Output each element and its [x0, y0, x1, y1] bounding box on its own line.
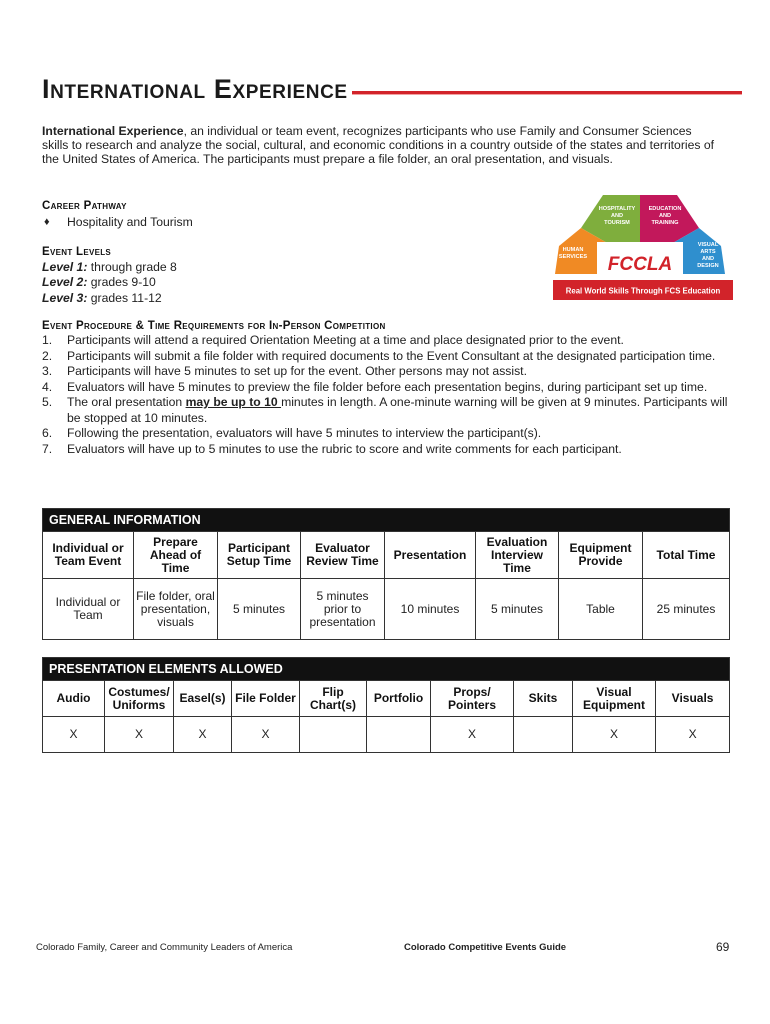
step-text: Evaluators will have 5 minutes to preview the file folder before each presentation begins, during participant set up time. [67, 379, 708, 394]
logo-label-services: SERVICES [558, 254, 588, 260]
procedure-step [42, 364, 732, 380]
level-label: Level 1: [42, 260, 88, 274]
column-header: Evaluator Review Time [301, 532, 385, 579]
procedure-heading: Event Procedure & Time Requirements for In-Person Competition [42, 320, 386, 332]
presentation-elements-table [42, 657, 730, 753]
logo-wordmark: FCCLA [607, 254, 673, 275]
career-pathway-heading: Career Pathway [42, 200, 127, 212]
event-level-3 [42, 291, 162, 305]
step-text: minutes in length. A one-minute warning will be given at 9 minutes. Participants will be stopped at 10 minutes. [67, 395, 728, 425]
table-cell: File folder, oral presentation, visuals [134, 579, 218, 640]
table-cell [514, 717, 573, 753]
table-cell [300, 717, 367, 753]
column-header: Presentation [385, 532, 476, 579]
table-cell: X [431, 717, 514, 753]
column-header: Total Time [643, 532, 730, 579]
footer-guide-title: Colorado Competitive Events Guide [404, 942, 567, 953]
table-cell: X [105, 717, 174, 753]
fccla-logo [545, 190, 735, 302]
step-text-emphasis: may be up to 10 [185, 395, 282, 409]
table-cell: 5 minutes [476, 579, 559, 640]
step-text: Participants will have 5 minutes to set up for the event. Other persons may not assist. [67, 364, 527, 378]
logo-label-education: EDUCATION [648, 206, 682, 212]
table-cell: 5 minutes [218, 579, 301, 640]
general-information-table [42, 508, 730, 640]
footer-organization: Colorado Family, Career and Community Leaders of America [36, 942, 293, 953]
level-text: grades 9-10 [87, 275, 156, 289]
intro-text: , an individual or team event, recognizes participants who use Family and Consumer Sciences skills to research and analyze the social, cultural, and economic conditions in a country outside of the states and territories of the United States of America. The participants must prepare a file folder, an oral presentation, and visuals. [42, 124, 715, 166]
logo-label-design: DESIGN [697, 263, 719, 269]
step-number: 4. [42, 379, 53, 394]
column-header: Audio [43, 681, 105, 717]
step-text: Evaluators will have up to 5 minutes to use the rubric to score and write comments for each participant. [67, 441, 622, 456]
procedure-step [42, 380, 732, 396]
table-cell: 5 minutes prior to presentation [301, 579, 385, 640]
level-text: through grade 8 [87, 260, 177, 274]
intro-paragraph [42, 124, 718, 166]
page-number: 69 [716, 940, 730, 954]
table-cell: X [573, 717, 656, 753]
column-header: Portfolio [367, 681, 431, 717]
table-row [43, 579, 730, 640]
step-number: 7. [42, 441, 53, 456]
career-pathway-item: Hospitality and Tourism [67, 215, 193, 229]
column-header: Skits [514, 681, 573, 717]
logo-label-human: HUMAN [562, 247, 584, 253]
bullet-icon: ♦ [44, 216, 50, 228]
column-header: Costumes/ Uniforms [105, 681, 174, 717]
step-number: 5. [42, 395, 53, 409]
procedure-step [42, 395, 732, 426]
step-text: Participants will attend a required Orientation Meeting at a time and place designated prior to the event. [67, 333, 624, 347]
column-header: Prepare Ahead of Time [134, 532, 218, 579]
table-cell: X [43, 717, 105, 753]
table-cell: X [656, 717, 730, 753]
column-header: Evaluation Interview Time [476, 532, 559, 579]
step-number: 3. [42, 364, 53, 378]
procedure-step [42, 426, 732, 442]
level-label: Level 2: [42, 275, 88, 289]
step-number: 6. [42, 426, 53, 440]
level-text: grades 11-12 [87, 291, 162, 305]
general-information-heading: GENERAL INFORMATION [43, 509, 730, 532]
step-number: 2. [42, 348, 53, 363]
logo-label-and-3: AND [701, 256, 715, 262]
table-cell: 10 minutes [385, 579, 476, 640]
procedure-step [42, 442, 732, 458]
logo-label-hospitality: HOSPITALITY [598, 206, 636, 212]
logo-tagline: Real World Skills Through FCS Education [565, 286, 721, 296]
title-rule [352, 91, 742, 95]
column-header: Easel(s) [174, 681, 232, 717]
column-header: Visuals [656, 681, 730, 717]
title-row [42, 72, 742, 106]
table-cell [367, 717, 431, 753]
table-row [43, 717, 730, 753]
table-cell: Individual or Team [43, 579, 134, 640]
column-header: Visual Equipment [573, 681, 656, 717]
logo-label-training: TRAINING [651, 220, 679, 226]
step-text: Following the presentation, evaluators will have 5 minutes to interview the participant(s). [67, 426, 542, 440]
logo-label-and-2: AND [658, 213, 672, 219]
level-label: Level 3: [42, 291, 88, 305]
logo-label-tourism: TOURISM [604, 220, 630, 226]
presentation-elements-heading: PRESENTATION ELEMENTS ALLOWED [43, 658, 730, 681]
procedure-list [42, 333, 732, 457]
column-header: Equipment Provide [559, 532, 643, 579]
event-level-2 [42, 275, 156, 289]
step-text-pre: The oral presentation [67, 395, 186, 409]
procedure-step [42, 333, 732, 349]
step-number: 1. [42, 333, 53, 347]
column-header: Individual or Team Event [43, 532, 134, 579]
logo-label-and-1: AND [610, 213, 624, 219]
event-level-1 [42, 260, 177, 274]
step-text: Participants will submit a file folder with required documents to the Event Consultant at the designated participation time. [67, 348, 716, 363]
procedure-step [42, 349, 732, 365]
event-levels-heading: Event Levels [42, 246, 112, 258]
column-header: File Folder [232, 681, 300, 717]
logo-label-visual: VISUAL [697, 242, 719, 248]
table-cell: Table [559, 579, 643, 640]
table-header-row [43, 532, 730, 579]
column-header: Participant Setup Time [218, 532, 301, 579]
column-header: Flip Chart(s) [300, 681, 367, 717]
table-cell: X [232, 717, 300, 753]
intro-lead: International Experience [42, 124, 184, 138]
page-title: International Experience [42, 73, 348, 104]
logo-label-arts: ARTS [700, 249, 716, 255]
column-header: Props/ Pointers [431, 681, 514, 717]
table-cell: X [174, 717, 232, 753]
table-cell: 25 minutes [643, 579, 730, 640]
table-header-row [43, 681, 730, 717]
